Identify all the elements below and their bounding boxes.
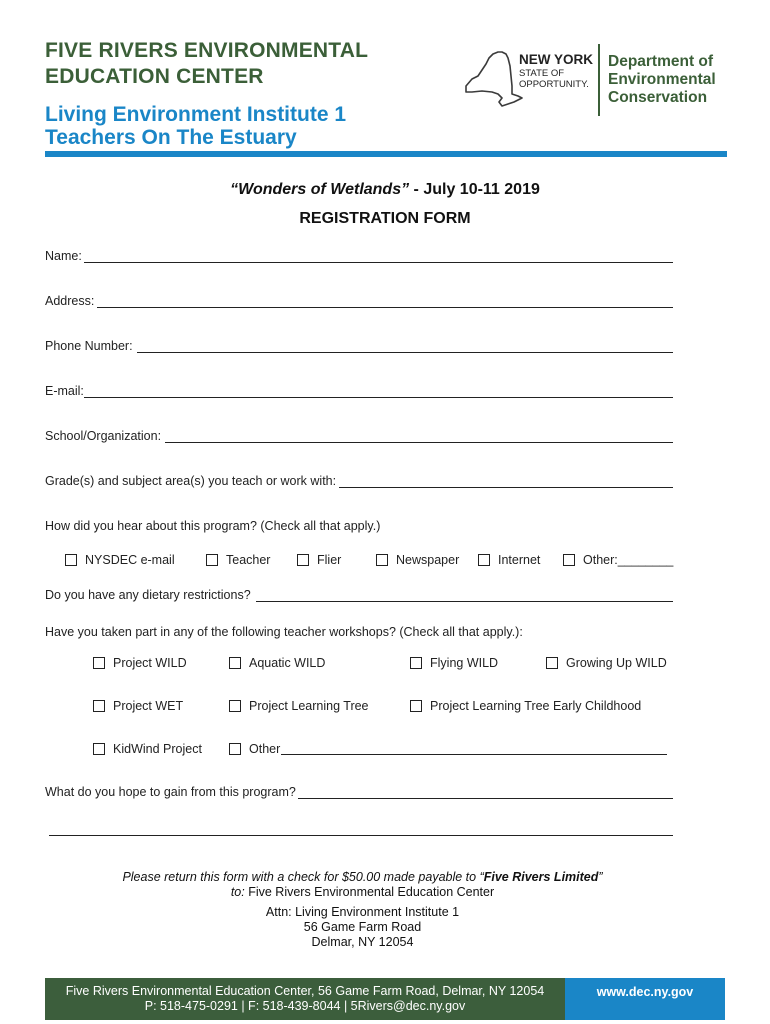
email-field[interactable] xyxy=(84,397,673,398)
name-field[interactable] xyxy=(84,262,673,263)
checkbox[interactable] xyxy=(376,554,388,566)
footer-website-link[interactable]: www.dec.ny.gov xyxy=(565,978,725,1020)
grades-field[interactable] xyxy=(339,487,673,488)
program-title-line2: Teachers On The Estuary xyxy=(45,126,297,149)
option-label: Flying WILD xyxy=(430,656,499,670)
option-label: Newspaper xyxy=(396,553,460,567)
option-label: Other xyxy=(249,742,281,756)
school-field[interactable] xyxy=(165,442,673,443)
workshop-project-wet[interactable] xyxy=(93,699,183,713)
checkbox[interactable] xyxy=(93,743,105,755)
dept-line2: Environmental xyxy=(608,71,716,88)
workshop-aquatic-wild[interactable] xyxy=(229,656,325,670)
hear-option-flier[interactable] xyxy=(297,553,341,567)
checkbox[interactable] xyxy=(297,554,309,566)
hear-option-internet[interactable] xyxy=(478,553,540,567)
workshop-flying-wild[interactable] xyxy=(410,656,498,670)
hear-option-teacher[interactable] xyxy=(206,553,270,567)
footer-address: Five Rivers Environmental Education Center, 56 Game Farm Road, Delmar, NY 12054 xyxy=(65,984,545,998)
option-label: NYSDEC e-mail xyxy=(85,553,175,567)
checkbox[interactable] xyxy=(93,700,105,712)
workshop-project-wild[interactable] xyxy=(93,656,187,670)
checkbox[interactable] xyxy=(563,554,575,566)
workshop-title xyxy=(0,181,770,199)
logo-divider xyxy=(598,44,600,116)
return-to-label: to: xyxy=(230,885,245,899)
workshop-kidwind-project[interactable] xyxy=(93,742,202,756)
footer xyxy=(45,978,725,1020)
grades-label: Grade(s) and subject area(s) you teach or work with: xyxy=(45,474,337,488)
gain-field[interactable] xyxy=(298,798,673,799)
gain-field-line2[interactable] xyxy=(49,835,673,836)
option-label: Teacher xyxy=(226,553,271,567)
return-to-org: Five Rivers Environmental Education Center xyxy=(244,885,495,899)
workshop-other[interactable] xyxy=(229,742,280,756)
dietary-field[interactable] xyxy=(256,601,673,602)
workshop-name: “Wonders of Wetlands” xyxy=(230,181,410,198)
address-label: Address: xyxy=(45,294,95,308)
hear-option-newspaper[interactable] xyxy=(376,553,459,567)
return-street: 56 Game Farm Road xyxy=(303,920,422,934)
option-label: Project WILD xyxy=(113,656,187,670)
option-label: Growing Up WILD xyxy=(566,656,667,670)
checkbox[interactable] xyxy=(546,657,558,669)
return-attn: Attn: Living Environment Institute 1 xyxy=(265,905,460,919)
phone-label: Phone Number: xyxy=(45,339,133,353)
workshops-question: Have you taken part in any of the following teacher workshops? (Check all that apply.): xyxy=(45,625,523,639)
checkbox[interactable] xyxy=(410,700,422,712)
email-label: E-mail: xyxy=(45,384,84,398)
checkbox[interactable] xyxy=(93,657,105,669)
checkbox[interactable] xyxy=(206,554,218,566)
checkbox[interactable] xyxy=(65,554,77,566)
option-label: Flier xyxy=(317,553,342,567)
nys-dec-logo xyxy=(462,44,732,116)
workshop-dates: - July 10-11 2019 xyxy=(409,181,540,198)
payee-name: Five Rivers Limited xyxy=(483,870,599,884)
footer-contact: P: 518-475-0291 | F: 518-439-8044 | 5Rivers@dec.ny.gov xyxy=(144,999,466,1013)
checkbox[interactable] xyxy=(229,657,241,669)
dept-line3: Conservation xyxy=(608,89,708,106)
address-field[interactable] xyxy=(97,307,673,308)
ny-state-subtitle2: OPPORTUNITY. xyxy=(519,79,589,90)
option-label: Internet xyxy=(498,553,541,567)
hear-question: How did you hear about this program? (Check all that apply.) xyxy=(45,519,381,533)
option-label: Aquatic WILD xyxy=(249,656,326,670)
name-label: Name: xyxy=(45,249,82,263)
return-to-line xyxy=(0,885,725,899)
new-york-state-map-icon xyxy=(462,46,524,110)
return-text-end: ” xyxy=(598,870,603,884)
return-city: Delmar, NY 12054 xyxy=(311,935,414,949)
workshop-plt-early-childhood[interactable] xyxy=(410,699,641,713)
checkbox[interactable] xyxy=(410,657,422,669)
program-title-line1: Living Environment Institute 1 xyxy=(45,103,347,126)
ny-state-subtitle1: STATE OF xyxy=(519,68,565,79)
header-rule xyxy=(45,151,727,157)
gain-question: What do you hope to gain from this program? xyxy=(45,785,296,799)
workshop-growing-up-wild[interactable] xyxy=(546,656,667,670)
workshop-other-field[interactable] xyxy=(281,754,667,755)
ny-state-title: NEW YORK xyxy=(519,52,594,67)
phone-field[interactable] xyxy=(137,352,673,353)
hear-option-nysdec-email[interactable] xyxy=(65,553,175,567)
footer-contact-block xyxy=(45,978,565,1020)
option-label: Project Learning Tree xyxy=(249,699,369,713)
option-label: Project WET xyxy=(113,699,184,713)
checkbox[interactable] xyxy=(478,554,490,566)
hear-option-other[interactable] xyxy=(563,553,673,567)
return-instructions xyxy=(0,870,725,884)
form-title: REGISTRATION FORM xyxy=(299,210,471,227)
org-name-line2: EDUCATION CENTER xyxy=(45,65,264,88)
option-label: KidWind Project xyxy=(113,742,202,756)
return-text: Please return this form with a check for $50.00 made payable to “ xyxy=(122,870,484,884)
checkbox[interactable] xyxy=(229,700,241,712)
dept-line1: Department of xyxy=(608,53,714,70)
option-label: Project Learning Tree Early Childhood xyxy=(430,699,642,713)
org-name-line1: FIVE RIVERS ENVIRONMENTAL xyxy=(45,39,369,62)
school-label: School/Organization: xyxy=(45,429,162,443)
checkbox[interactable] xyxy=(229,743,241,755)
option-label: Other:________ xyxy=(583,553,674,567)
dietary-question: Do you have any dietary restrictions? xyxy=(45,588,251,602)
workshop-project-learning-tree[interactable] xyxy=(229,699,369,713)
